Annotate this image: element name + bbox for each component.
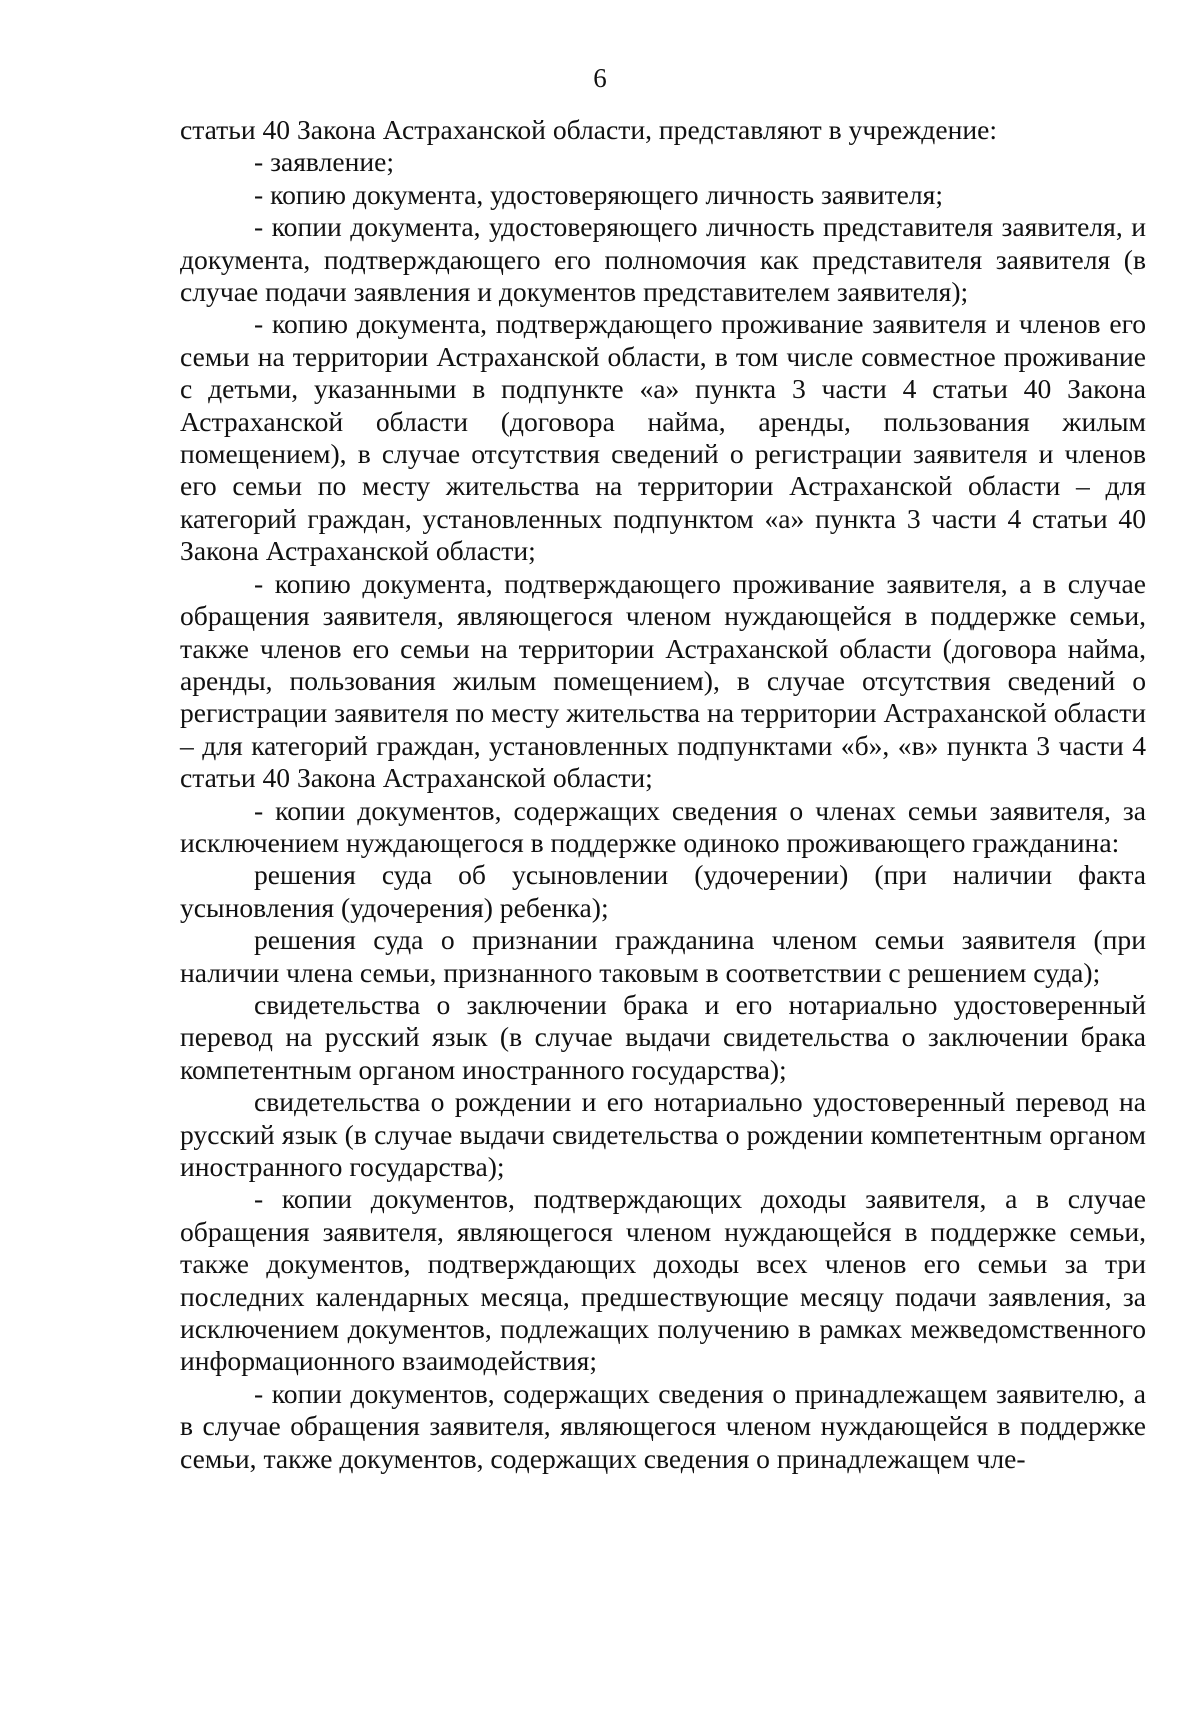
list-item-residence-category-b-c: - копию документа, подтверждающего проживание заявителя, а в случае обращения заявителя, являющегося членом нуждающейся в поддержке семьи, также членов его семьи на территории Астраханской области (договора найма, аренды, пользования жилым помещением), в случае отсутствия сведений о регистрации заявителя по месту жительства на территории Астраханской области – для категорий граждан, установленных подпунктами «б», «в» пункта 3 части 4 статьи 40 Закона Астраханской области; (180, 567, 1146, 794)
sub-item-marriage-certificate: свидетельства о заключении брака и его нотариально удостоверенный перевод на русский язык (в случае выдачи свидетельства о заключении брака компетентным органом иностранного государства); (180, 988, 1146, 1085)
list-item-family-documents: - копии документов, содержащих сведения о членах семьи заявителя, за исключением нуждающегося в поддержке одиноко проживающего гражданина: (180, 794, 1146, 858)
list-item-representative-documents: - копии документа, удостоверяющего личность представителя заявителя, и документа, подтверждающего его полномочия как представителя заявителя (в случае подачи заявления и документов представителем заявителя); (180, 211, 1146, 308)
sub-item-birth-certificate: свидетельства о рождении и его нотариально удостоверенный перевод на русский язык (в случае выдачи свидетельства о рождении компетентным органом иностранного государства); (180, 1086, 1146, 1182)
paragraph-continuation: статьи 40 Закона Астраханской области, представляют в учреждение: (180, 114, 998, 145)
page-number: 6 (593, 63, 607, 93)
sub-item-family-member-decision: решения суда о признании гражданина членом семьи заявителя (при наличии члена семьи, признанного таковым в соответствии с решением суда); (180, 924, 1146, 988)
list-item-income-documents: - копии документов, подтверждающих доходы заявителя, а в случае обращения заявителя, являющегося членом нуждающейся в поддержке семьи, также документов, подтверждающих доходы всех членов его семьи за три последних календарных месяца, предшествующие месяцу подачи заявления, за исключением документов, подлежащих получению в рамках межведомственного информационного взаимодействия; (180, 1183, 1146, 1377)
list-item-application: - заявление; (254, 146, 395, 178)
document-body (180, 114, 1146, 1475)
list-item-residence-category-a: - копию документа, подтверждающего проживание заявителя и членов его семьи на территории Астраханской области, в том числе совместное проживание с детьми, указанными в подпункте «а» пункта 3 части 4 статьи 40 Закона Астраханской области (договора найма, аренды, пользования жилым помещением), в случае отсутствия сведений о регистрации заявителя и членов его семьи по месту жительства на территории Астраханской области – для категорий граждан, установленных подпунктом «а» пункта 3 части 4 статьи 40 Закона Астраханской области; (180, 308, 1146, 567)
list-item-identity-copy: - копию документа, удостоверяющего личность заявителя; (254, 178, 944, 210)
sub-item-adoption-decision: решения суда об усыновлении (удочерении) (при наличии факта усыновления (удочерения) ребенка); (180, 859, 1146, 923)
list-item-property-documents: - копии документов, содержащих сведения о принадлежащем заявителю, а в случае обращения заявителя, являющегося членом нуждающейся в поддержке семьи, также документов, содержащих сведения о принадлежащем чле- (180, 1377, 1146, 1474)
